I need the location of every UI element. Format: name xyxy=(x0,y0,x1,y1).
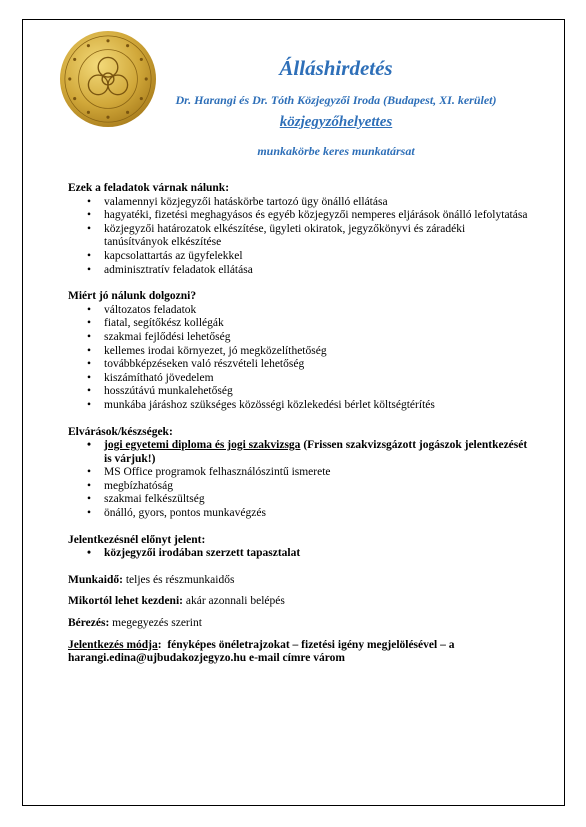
list-item: • kapcsolattartás az ügyfelekkel xyxy=(68,250,528,264)
advantage-heading: Jelentkezésnél előnyt jelent: xyxy=(68,533,206,546)
list-item: • szakmai fejlődési lehetőség xyxy=(68,331,528,345)
job-description xyxy=(68,182,528,666)
notary-seal-logo xyxy=(59,30,157,128)
list-item: • hosszútávú munkalehetőség xyxy=(68,385,528,399)
apply-value: fényképes önéletrajzokat – fizetési igény megjelölésével – a harangi.edina@ujbudakozjegyzo.hu e-mail címre várom xyxy=(68,638,458,665)
list-item: • MS Office programok felhasználószintű ismerete xyxy=(68,466,528,480)
salary-line xyxy=(68,617,528,631)
list-item: • közjegyzői határozatok elkészítése, ügyleti okiratok, jegyzőkönyvi és záradéki tanúsítványok elkészítése xyxy=(68,223,528,250)
list-item xyxy=(68,439,528,466)
list-item: • megbízhatóság xyxy=(68,480,528,494)
subtitle: munkakörbe keres munkatársat xyxy=(257,144,415,158)
start-label: Mikortól lehet kezdeni: xyxy=(68,595,183,608)
why-list xyxy=(68,304,528,413)
salary-label: Bérezés: xyxy=(68,617,110,630)
list-item: • hagyatéki, fizetési meghagyásos és egyéb közjegyzői nemperes eljárások önálló lefolytatása xyxy=(68,209,528,223)
list-item: • munkába járáshoz szükséges közösségi közlekedési bérlet költségtérítés xyxy=(68,399,528,413)
list-item: • önálló, gyors, pontos munkavégzés xyxy=(68,507,528,521)
list-item: • adminisztratív feladatok ellátása xyxy=(68,264,528,278)
start-value: akár azonnali belépés xyxy=(182,595,285,608)
list-item: • kiszámítható jövedelem xyxy=(68,372,528,386)
worktime-label: Munkaidő: xyxy=(68,573,123,586)
degree-requirement: jogi egyetemi diploma és jogi szakvizsga xyxy=(104,439,301,452)
office-name: Dr. Harangi és Dr. Tóth Közjegyzői Iroda (Budapest, XI. kerület) xyxy=(175,93,497,107)
degree-note: (Frissen szakvizsgázott jogászok jelentkezését is várjuk!) xyxy=(104,439,528,465)
tasks-list xyxy=(68,196,528,278)
list-item: • továbbképzéseken való részvételi lehetőség xyxy=(68,358,528,372)
why-heading: Miért jó nálunk dolgozni? xyxy=(68,290,197,303)
worktime-value: teljes és részmunkaidős xyxy=(122,573,235,586)
apply-label: Jelentkezés módja xyxy=(68,638,158,651)
apply-line xyxy=(68,639,528,666)
position-title: közjegyzőhelyettes xyxy=(279,114,393,130)
list-item: • kellemes irodai környezet, jó megközelíthetőség xyxy=(68,345,528,359)
list-item: • szakmai felkészültség xyxy=(68,493,528,507)
apply-colon: : xyxy=(157,638,162,651)
start-line xyxy=(68,595,528,609)
tasks-heading: Ezek a feladatok várnak nálunk: xyxy=(68,182,230,194)
requirements-heading: Elvárások/készségek: xyxy=(68,425,173,438)
worktime-line xyxy=(68,574,528,588)
list-item: • közjegyzői irodában szerzett tapasztalat xyxy=(68,547,528,561)
requirements-list xyxy=(68,439,528,521)
advantage-list xyxy=(68,547,528,561)
list-item: • fiatal, segítőkész kollégák xyxy=(68,317,528,331)
list-item: • valamennyi közjegyzői hatáskörbe tartozó ügy önálló ellátása xyxy=(68,196,528,210)
page-title: Álláshirdetés xyxy=(279,56,393,80)
salary-value: megegyezés szerint xyxy=(109,617,202,630)
list-item: • változatos feladatok xyxy=(68,304,528,318)
